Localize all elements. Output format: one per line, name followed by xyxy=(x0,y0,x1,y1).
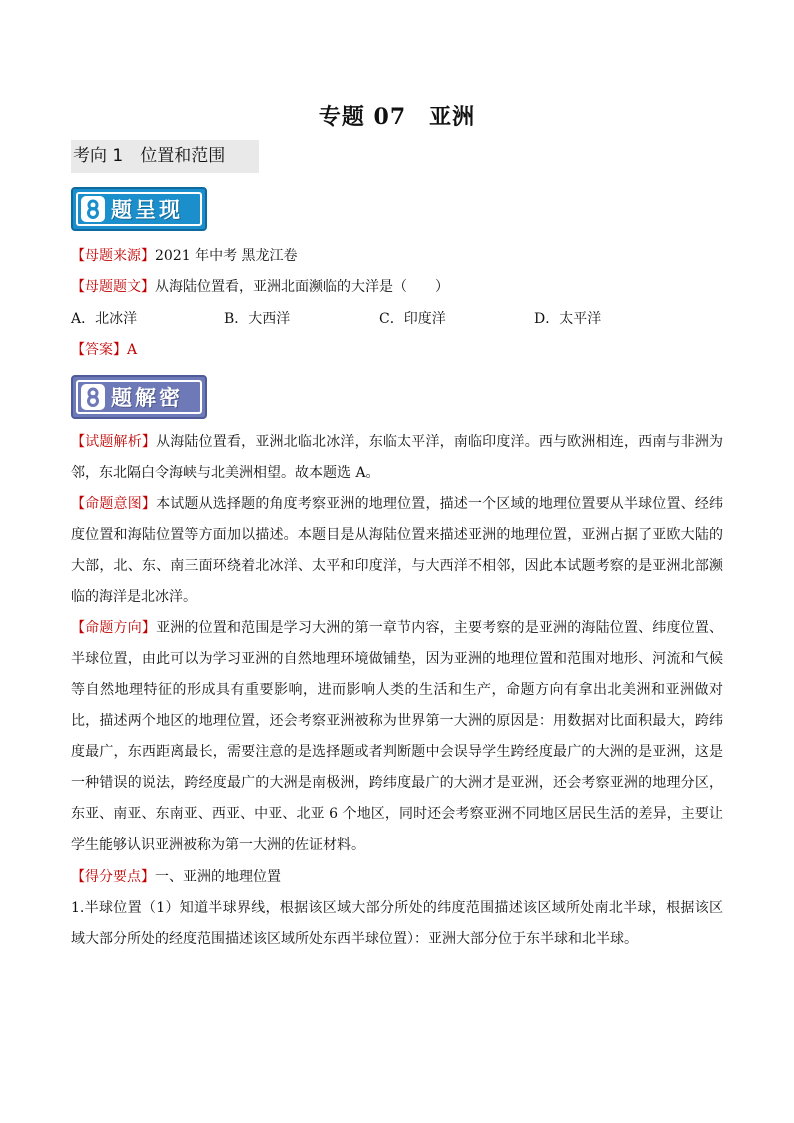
option-d: D．太平洋 xyxy=(534,311,602,327)
page-title: 专题 07 亚洲 xyxy=(318,104,476,130)
question-banner xyxy=(71,187,207,231)
question-tag: 【母题题文】 xyxy=(71,279,155,295)
option-c: C．印度洋 xyxy=(379,311,446,327)
section-heading: 考向 1 位置和范围 xyxy=(71,140,259,173)
intent-text: 本试题从选择题的角度考察亚洲的地理位置，描述一个区域的地理位置要从半球位置、经纬度位置和海陆位置等方面加以描述。本题目是从海陆位置来描述亚洲的地理位置，亚洲占据了亚欧大陆的大部，北、东、南三面环绕着北冰洋、太平和印度洋，与大西洋不相邻，因此本试题考察的是亚洲北部濒临的海洋是北冰洋。 xyxy=(71,496,724,605)
analysis-tag: 【试题解析】 xyxy=(71,434,157,450)
analysis-paragraph xyxy=(71,427,723,489)
keypoints-tag: 【得分要点】 xyxy=(71,869,155,885)
number-8-icon xyxy=(81,384,105,410)
source-text: 2021 年中考 黑龙江卷 xyxy=(155,248,298,264)
source-tag: 【母题来源】 xyxy=(71,248,155,264)
point1-paragraph: 1.半球位置（1）知道半球界线，根据该区域大部分所处的纬度范围描述该区域所处南北半球，根据该区域大部分所处的经度范围描述该区域所处东西半球位置）：亚洲大部分位于东半球和北半球。 xyxy=(71,900,723,947)
answer-line xyxy=(71,340,731,360)
question-body: 从海陆位置看，亚洲北面濒临的大洋是（ ） xyxy=(155,279,449,295)
option-b: B．大西洋 xyxy=(224,311,291,327)
keypoints-paragraph xyxy=(71,862,723,893)
analysis-banner xyxy=(71,375,207,419)
question-text xyxy=(71,277,731,297)
direction-text: 亚洲的位置和范围是学习大洲的第一章节内容，主要考察的是亚洲的海陆位置、纬度位置、半球位置，由此可以为学习亚洲的自然地理环境做铺垫，因为亚洲的地理位置和范围对地形、河流和气候等自然地理特征的形成具有重要影响，进而影响人类的生活和生产，命题方向有拿出北美洲和亚洲做对比，描述两个地区的地理位置，还会考察亚洲被称为世界第一大洲的原因是：用数据对比面积最大，跨纬度最广，东西距离最长，需要注意的是选择题或者判断题中会误导学生跨经度最广的大洲的是亚洲，这是一种错误的说法，跨经度最广的大洲是南极洲，跨纬度最广的大洲才是亚洲，还会考察亚洲的地理分区，东亚、南亚、东南亚、西亚、中亚、北亚 6 个地区，同时还会考察亚洲不同地区居民生活的差异，主要让学生能够认识亚洲被称为第一大洲的佐证材料。 xyxy=(71,620,724,853)
keypoints-text: 一、亚洲的地理位置 xyxy=(155,869,281,885)
intent-paragraph xyxy=(71,489,723,613)
question-source xyxy=(71,246,731,266)
answer-value: A xyxy=(127,342,138,358)
direction-paragraph xyxy=(71,613,723,861)
intent-tag: 【命题意图】 xyxy=(71,496,157,512)
option-a: A．北冰洋 xyxy=(71,311,138,327)
answer-options xyxy=(71,309,731,329)
direction-tag: 【命题方向】 xyxy=(71,620,157,636)
banner-label: 题解密 xyxy=(111,386,183,410)
analysis-text: 从海陆位置看，亚洲北临北冰洋，东临太平洋，南临印度洋。西与欧洲相连，西南与非洲为邻，东北隔白令海峡与北美洲相望。故本题选 A。 xyxy=(71,434,724,481)
answer-tag: 【答案】 xyxy=(71,342,127,358)
number-8-icon xyxy=(81,196,105,222)
banner-label: 题呈现 xyxy=(111,198,183,222)
